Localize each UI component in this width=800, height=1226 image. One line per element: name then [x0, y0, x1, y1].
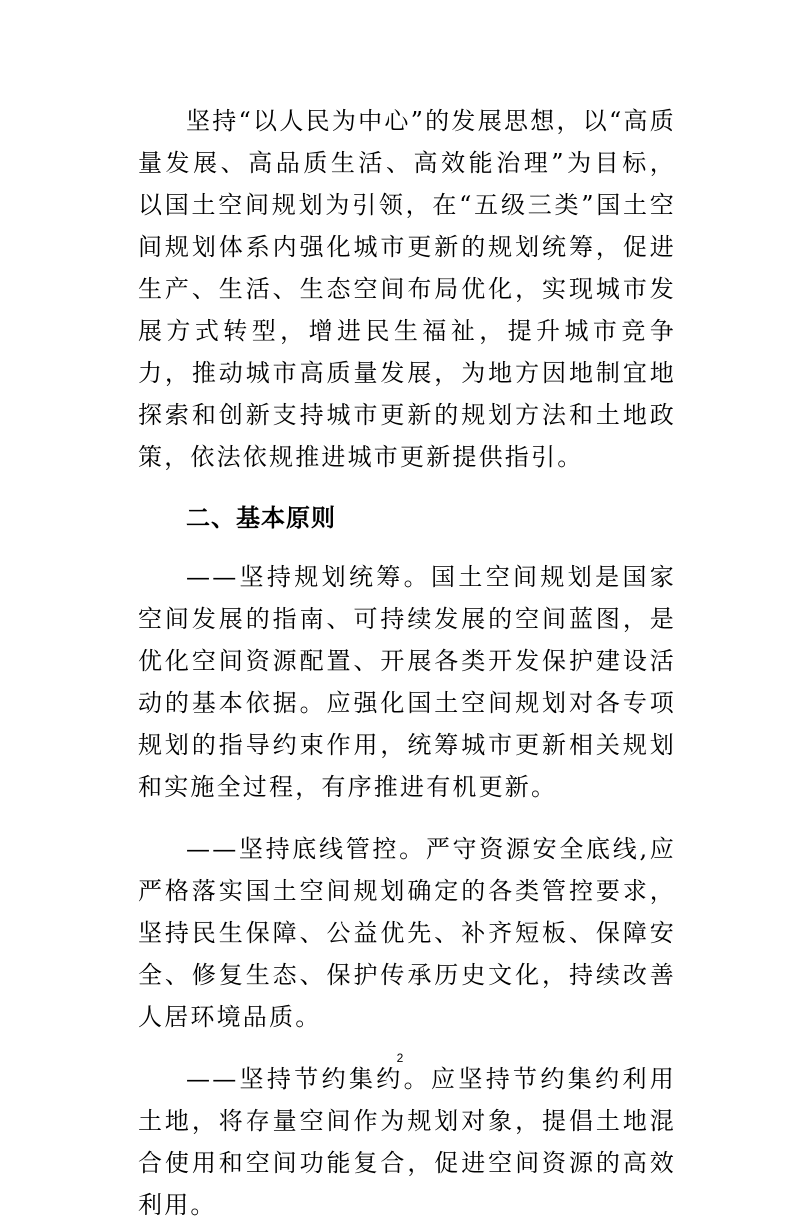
principle-lead: ——坚持规划统筹。: [186, 563, 431, 591]
principle-text: 严守资源安全底线,应严格落实国土空间规划确定的各类管控要求，坚持民生保障、公益优先、补齐短板、保障安全、修复生态、保护传承历史文化，持续改善人居环境品质。: [138, 835, 676, 1031]
principle-lead: ——坚持节约集约。: [186, 1065, 431, 1093]
principle-paragraph-planning: [138, 556, 676, 808]
intro-paragraph: 坚持“以人民为中心”的发展思想，以“高质量发展、高品质生活、高效能治理”为目标，以国土空间规划为引领，在“五级三类”国土空间规划体系内强化城市更新的规划统筹，促进生产、生活、生态空间布局优化，实现城市发展方式转型，增进民生福祉，提升城市竞争力，推动城市高质量发展，为地方因地制宜地探索和创新支持城市更新的规划方法和土地政策，依法依规推进城市更新提供指引。: [138, 107, 676, 471]
principle-paragraph-intensive: [138, 1058, 676, 1226]
page-number: 2: [396, 1051, 404, 1065]
principle-lead: ——坚持底线管控。: [186, 835, 426, 863]
principle-text: 国土空间规划是国家空间发展的指南、可持续发展的空间蓝图，是优化空间资源配置、开展各类开发保护建设活动的基本依据。应强化国土空间规划对各专项规划的指导约束作用，统筹城市更新相关规划和实施全过程，有序推进有机更新。: [138, 563, 676, 801]
principle-text: 应坚持节约集约利用土地，将存量空间作为规划对象，提倡土地混合使用和空间功能复合，促进空间资源的高效利用。: [138, 1065, 676, 1219]
section-heading: 二、基本原则: [186, 504, 336, 532]
principle-paragraph-bottom-line: [138, 828, 676, 1038]
